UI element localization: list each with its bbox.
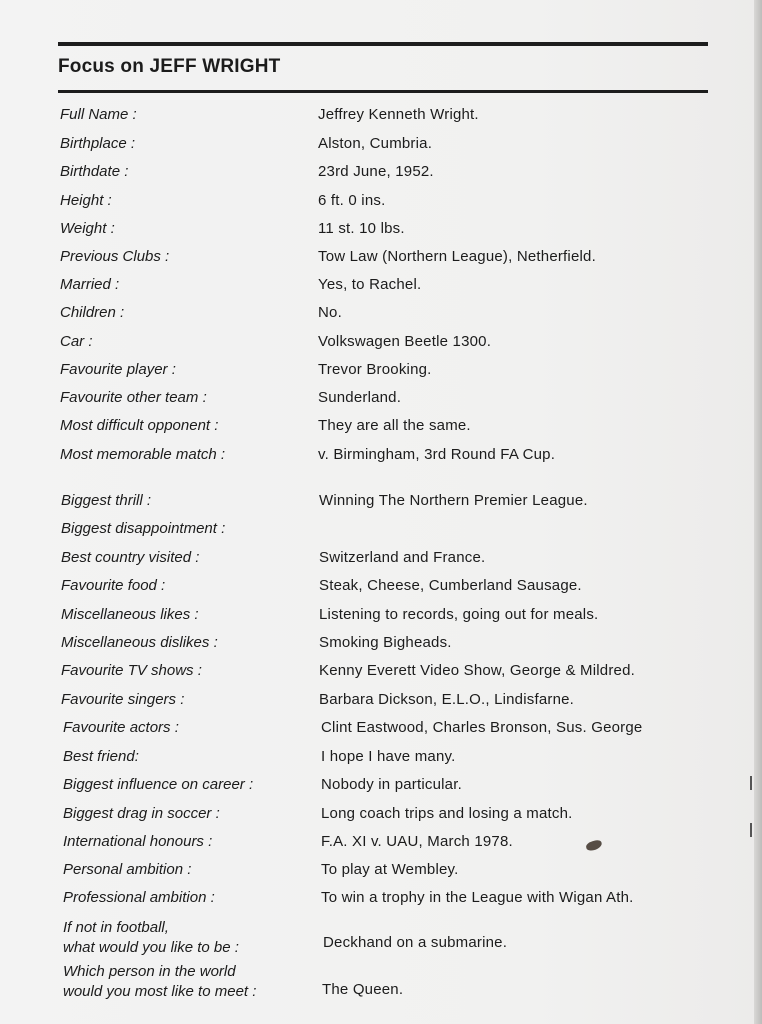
profile-label: Most difficult opponent : (60, 417, 219, 434)
profile-value: Steak, Cheese, Cumberland Sausage. (319, 577, 582, 594)
profile-label: Full Name : (60, 106, 137, 123)
profile-value: F.A. XI v. UAU, March 1978. (321, 833, 513, 850)
profile-label: Favourite TV shows : (61, 662, 202, 679)
profile-label: Children : (60, 304, 125, 321)
title-rule (58, 90, 708, 93)
profile-value: v. Birmingham, 3rd Round FA Cup. (318, 446, 556, 463)
profile-label: Favourite singers : (61, 691, 185, 708)
profile-value: Jeffrey Kenneth Wright. (318, 106, 479, 123)
profile-label: Best country visited : (61, 549, 200, 566)
profile-label: Biggest drag in soccer : (63, 805, 220, 822)
profile-value: To play at Wembley. (321, 861, 459, 878)
profile-value: 11 st. 10 lbs. (318, 220, 405, 237)
profile-label: Birthplace : (60, 135, 136, 152)
profile-value: Alston, Cumbria. (318, 135, 433, 152)
profile-label-line: what would you like to be : (63, 939, 239, 956)
profile-label: Biggest disappointment : (61, 520, 226, 537)
profile-value: 23rd June, 1952. (318, 163, 434, 180)
profile-label: Favourite player : (60, 361, 176, 378)
profile-label: Birthdate : (60, 163, 129, 180)
profile-label: Height : (60, 192, 112, 209)
profile-label: Favourite other team : (60, 389, 207, 406)
profile-value: Volkswagen Beetle 1300. (318, 333, 492, 350)
profile-label: Favourite actors : (63, 719, 179, 736)
profile-label: Miscellaneous likes : (61, 606, 199, 623)
profile-value: 6 ft. 0 ins. (318, 192, 386, 209)
profile-value: Switzerland and France. (319, 549, 486, 566)
profile-value: Tow Law (Northern League), Netherfield. (318, 248, 596, 265)
profile-value: No. (318, 304, 342, 321)
margin-tick (750, 776, 752, 790)
profile-label: Married : (60, 276, 120, 293)
profile-value: Listening to records, going out for meals. (319, 606, 599, 623)
profile-value: The Queen. (322, 981, 404, 998)
profile-label: Weight : (60, 220, 115, 237)
ink-blot (585, 839, 603, 852)
profile-label: Favourite food : (61, 577, 166, 594)
profile-label: Previous Clubs : (60, 248, 170, 265)
profile-value: Clint Eastwood, Charles Bronson, Sus. George (321, 719, 643, 736)
profile-label: Car : (60, 333, 93, 350)
profile-value: To win a trophy in the League with Wigan Ath. (321, 889, 634, 906)
profile-value: Barbara Dickson, E.L.O., Lindisfarne. (319, 691, 575, 708)
profile-value: Deckhand on a submarine. (323, 934, 508, 951)
profile-value: Nobody in particular. (321, 776, 462, 793)
profile-label: International honours : (63, 833, 213, 850)
profile-value: They are all the same. (318, 417, 471, 434)
page-edge (754, 0, 762, 1024)
profile-label: Miscellaneous dislikes : (61, 634, 218, 651)
profile-label: Professional ambition : (63, 889, 215, 906)
profile-label: Best friend: (63, 748, 139, 765)
margin-tick (750, 823, 752, 837)
profile-value: Trevor Brooking. (318, 361, 432, 378)
profile-value: Winning The Northern Premier League. (319, 492, 588, 509)
profile-value: Kenny Everett Video Show, George & Mildred. (319, 662, 635, 679)
profile-value: Long coach trips and losing a match. (321, 805, 573, 822)
profile-value: Sunderland. (318, 389, 402, 406)
profile-label: Biggest influence on career : (63, 776, 254, 793)
profile-value: I hope I have many. (321, 748, 456, 765)
profile-label-line: Which person in the world (63, 963, 236, 980)
page-title: Focus on JEFF WRIGHT (58, 56, 281, 77)
profile-label-line: would you most like to meet : (63, 983, 257, 1000)
profile-value: Yes, to Rachel. (318, 276, 422, 293)
profile-label-line: If not in football, (63, 919, 169, 936)
profile-value: Smoking Bigheads. (319, 634, 452, 651)
top-rule (58, 42, 708, 46)
profile-label: Biggest thrill : (61, 492, 152, 509)
profile-label: Most memorable match : (60, 446, 226, 463)
profile-label: Personal ambition : (63, 861, 192, 878)
